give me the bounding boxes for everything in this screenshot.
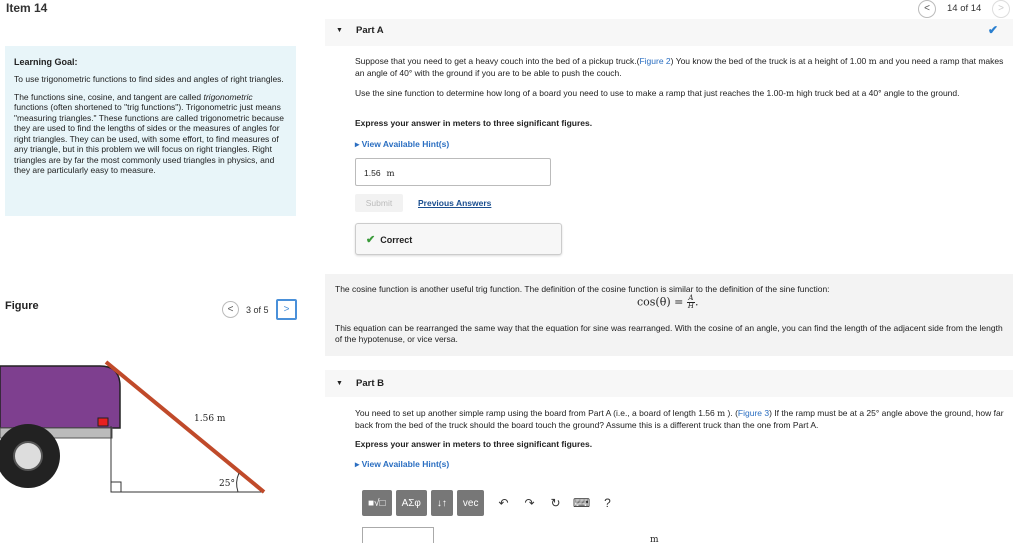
math-toolbar [362,489,618,517]
part-b-title[interactable]: Part B [356,378,384,389]
pager-text: 14 of 14 [947,3,982,14]
part-b-header[interactable] [325,370,1013,397]
part-a-complete-check-icon: ✔ [988,23,999,37]
answer-unit: m [386,169,395,179]
angle-arc [237,473,239,492]
part-a-hint-link[interactable]: ▸ View Available Hint(s) [355,139,450,149]
sub-super-button[interactable] [431,490,453,516]
keyboard-icon[interactable]: ⌨ [572,496,591,510]
answer-value: 1.56 [364,168,381,178]
part-a-answer-field[interactable] [355,158,551,186]
cosine-formula [637,295,698,310]
truck-wheel-hub [14,442,42,470]
formula-end: . [694,295,699,309]
help-icon[interactable]: ? [604,496,611,510]
unit-m: m [785,89,794,99]
reset-icon[interactable]: ↻ [550,496,561,510]
figure-label: Figure [5,300,39,312]
redo-icon[interactable]: ↷ [524,496,535,510]
part-a-express-instruction: Express your answer in meters to three significant figures. [355,118,593,128]
q-text: high truck bed at a 40° angle to the ground. [794,88,960,98]
part-b-collapse-icon[interactable]: ▼ [336,380,343,387]
q-text: Suppose that you need to get a heavy couch into the bed of a pickup truck.( [355,56,640,66]
correct-feedback [355,223,562,255]
pager-prev-button[interactable]: < [918,0,936,18]
part-b-answer-field[interactable] [362,527,434,543]
board-length-label: 1.56 m [194,414,226,424]
cosine-info-box [325,274,1013,356]
part-b-hint-link[interactable]: ▸ View Available Hint(s) [355,459,450,469]
part-a-header[interactable] [325,19,1013,46]
learning-goal-description [14,92,287,176]
q-text: and you need a ramp that makes an angle of 40° with the ground if you are to be able to push the couch. [355,56,1004,78]
formula-fraction [687,295,695,310]
q-text: Use the sine function to determine how long of a board you need to use to make a ramp that just reaches the 1.00- [355,88,786,98]
submit-button[interactable]: Submit [355,194,403,212]
figure-prev-button[interactable]: < [222,301,239,318]
templates-button[interactable] [362,490,392,516]
q-text: ). ( [725,408,738,418]
right-angle-mark [111,482,121,492]
ramp-figure [0,340,300,543]
formula-lhs: cos(θ) = [637,295,687,309]
figure-next-button[interactable]: > [276,299,297,320]
figure-3-link[interactable]: Figure 3 [737,408,770,418]
figure-2-link[interactable]: Figure 2 [639,56,671,66]
goal-desc-rest: functions (often shortened to "trig functions"). Trigonometric just means "measuring triangles." These functions are called trigonometric because they are used to find the lengths of sides or the measures of angles for right triangles. They can be used, with some effort, to find measures of any triangle, but in this problem we will focus on right triangles. Right triangles are by far the most commonly used triangles in physics, and they are particularly easy to measure. [14,102,284,175]
part-b-question [355,408,1010,431]
sub-super-icon: ↓↑ [436,497,447,509]
ramp-board [106,362,264,492]
goal-desc-emphasis: trigonometric [203,91,253,102]
cosine-intro: The cosine function is another useful trig function. The definition of the cosine function is similar to the definition of the sine function: [335,284,830,294]
q-text: ) You know the bed of the truck is at a height of 1.00 [670,56,869,66]
check-icon: ✔ [366,234,376,246]
part-b-unit: m [650,535,659,543]
pager-next-button[interactable]: > [992,0,1010,18]
item-title: Item 14 [6,1,48,15]
formula-numerator: A [688,294,694,302]
previous-answers-link[interactable]: Previous Answers [418,198,492,208]
vec-icon: vec [462,497,479,509]
unit-m: m [868,57,877,67]
part-a-collapse-icon[interactable]: ▼ [336,27,343,34]
truck-taillight [98,418,108,426]
part-b-express-instruction: Express your answer in meters to three significant figures. [355,439,593,449]
learning-goal-heading: Learning Goal: [14,57,78,67]
q-text: You need to set up another simple ramp using the board from Part A (i.e., a board of length 1.56 [355,408,718,418]
templates-icon: ■√□ [368,497,386,509]
vector-button[interactable] [457,490,485,516]
formula-denominator: H [687,302,694,310]
learning-goal-text: To use trigonometric functions to find sides and angles of right triangles. [14,74,284,84]
part-a-title[interactable]: Part A [356,25,384,36]
learning-goal-box [5,46,296,216]
cosine-explanation: This equation can be rearranged the same way that the equation for sine was rearranged. With the cosine of an angle, you can find the length of the adjacent side from the length of the hypotenuse, or vice versa. [335,323,1003,344]
q-text: ) If the ramp must be at a 25° angle above the ground, how far back from the bed of the truck should the board touch the ground? Assume this is a different truck than the one from Part A. [355,408,1004,430]
unit-m: m [717,409,726,419]
goal-desc-part: The functions sine, cosine, and tangent are called [14,91,204,102]
angle-label: 25° [219,479,235,489]
greek-button[interactable] [396,490,427,516]
figure-count: 3 of 5 [246,305,269,315]
greek-icon: ΑΣφ [401,497,421,509]
part-a-question [355,56,1005,79]
undo-icon[interactable]: ↶ [498,496,509,510]
correct-label: Correct [380,235,413,245]
part-a-instructions [355,88,1005,100]
